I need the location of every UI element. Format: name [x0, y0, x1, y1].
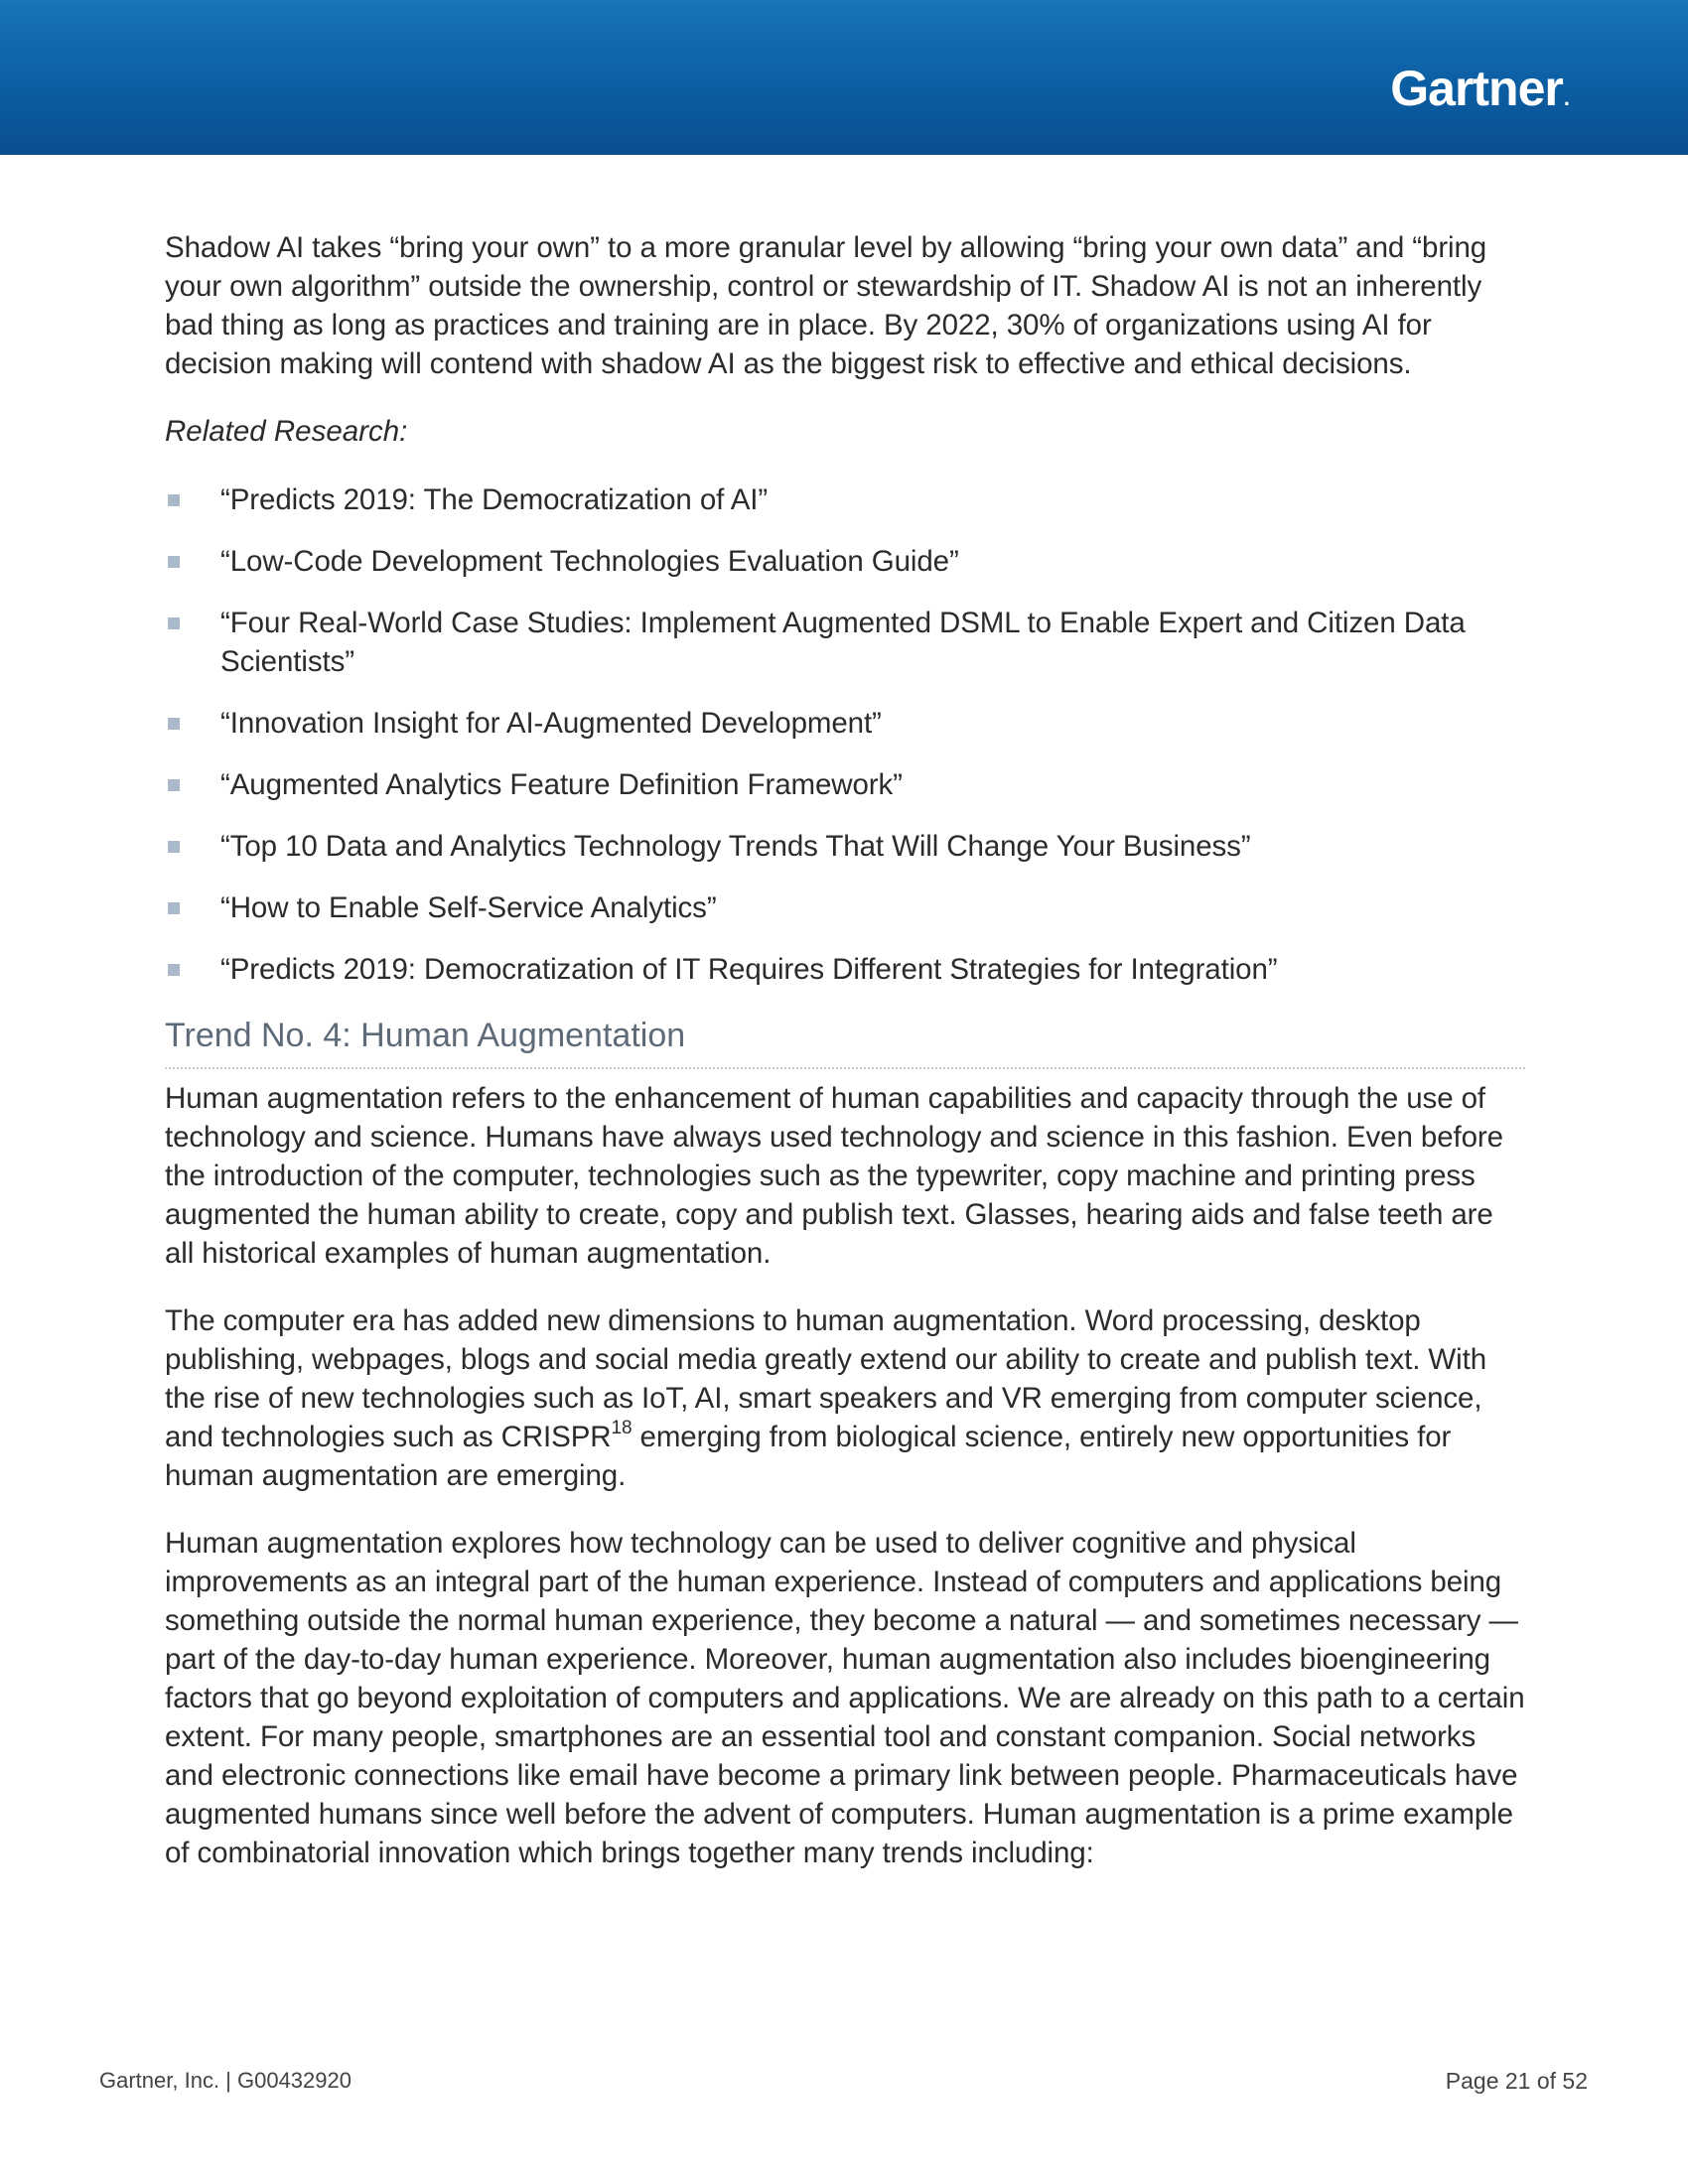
list-item — [165, 765, 1525, 804]
research-link[interactable]: “Low-Code Development Technologies Evaluation Guide” — [220, 545, 959, 578]
section-heading: Trend No. 4: Human Augmentation — [165, 1017, 686, 1054]
list-item — [165, 604, 1525, 681]
research-link[interactable]: “Augmented Analytics Feature Definition Framework” — [220, 768, 903, 801]
list-item — [165, 480, 1525, 519]
list-item — [165, 950, 1525, 989]
page-content — [165, 228, 1525, 1901]
square-bullet-icon — [168, 964, 180, 976]
body-paragraph-2 — [165, 1301, 1525, 1495]
research-link[interactable]: “How to Enable Self-Service Analytics” — [220, 891, 717, 924]
body-paragraph-3: Human augmentation explores how technology can be used to deliver cognitive and physical improvements as an integral part of the human experience. Instead of computers and applications being something outside the normal human experience, they become a natural — and sometimes necessary — part of the day-to-day human experience. Moreover, human augmentation also includes bioengineering factors that go beyond exploitation of computers and applications. We are already on this path to a certain extent. For many people, smartphones are an essential tool and constant companion. Social networks and electronic connections like email have become a primary link between people. Pharmaceuticals have augmented humans since well before the advent of computers. Human augmentation is a prime example of combinatorial innovation which brings together many trends including: — [165, 1527, 1525, 1869]
list-item — [165, 827, 1525, 866]
research-link[interactable]: “Top 10 Data and Analytics Technology Trends That Will Change Your Business” — [220, 830, 1251, 863]
paragraph-2-text-end: emerging from biological science, entirely new opportunities for human augmentation are emerging. — [165, 1421, 1452, 1492]
logo-dot: . — [1563, 85, 1569, 110]
logo-text: Gartner — [1390, 61, 1563, 116]
intro-paragraph: Shadow AI takes “bring your own” to a more granular level by allowing “bring your own data” and “bring your own algorithm” outside the ownership, control or stewardship of IT. Shadow AI is not an inherently bad thing as long as practices and training are in place. By 2022, 30% of organizations using AI for decision making will contend with shadow AI as the biggest risk to effective and ethical decisions. — [165, 231, 1487, 380]
research-link[interactable]: “Innovation Insight for AI-Augmented Development” — [220, 707, 882, 740]
square-bullet-icon — [168, 494, 180, 506]
list-item — [165, 704, 1525, 743]
page-number: Page 21 of 52 — [1445, 2068, 1588, 2094]
square-bullet-icon — [168, 902, 180, 914]
related-research-list — [165, 480, 1525, 989]
footer-doc-id: Gartner, Inc. | G00432920 — [99, 2068, 352, 2093]
square-bullet-icon — [168, 841, 180, 853]
paragraph-2-text-start: The computer era has added new dimensions to human augmentation. Word processing, desktop publishing, webpages, blogs and social media greatly extend our ability to create and publish text. With the rise of new technologies such as IoT, AI, smart speakers and VR emerging from computer science, and technologies such as CRISPR — [165, 1304, 1487, 1453]
square-bullet-icon — [168, 556, 180, 568]
gartner-logo — [1390, 61, 1569, 116]
dotted-divider — [165, 1067, 1525, 1069]
square-bullet-icon — [168, 779, 180, 791]
square-bullet-icon — [168, 617, 180, 629]
footnote-ref[interactable]: 18 — [611, 1418, 633, 1438]
list-item — [165, 888, 1525, 927]
research-link[interactable]: “Predicts 2019: The Democratization of AI” — [220, 483, 769, 516]
related-research-label: Related Research: — [165, 415, 408, 448]
body-paragraph-1: Human augmentation refers to the enhancement of human capabilities and capacity through the use of technology and science. Humans have always used technology and science in this fashion. Even before the introduction of the computer, technologies such as the typewriter, copy machine and printing press augmented the human ability to create, copy and publish text. Glasses, hearing aids and false teeth are all historical examples of human augmentation. — [165, 1082, 1503, 1270]
header-bar — [0, 0, 1688, 155]
research-link[interactable]: “Four Real-World Case Studies: Implement Augmented DSML to Enable Expert and Citizen Data Scientists” — [220, 607, 1466, 678]
square-bullet-icon — [168, 718, 180, 730]
research-link[interactable]: “Predicts 2019: Democratization of IT Requires Different Strategies for Integration” — [220, 953, 1278, 986]
list-item — [165, 542, 1525, 581]
